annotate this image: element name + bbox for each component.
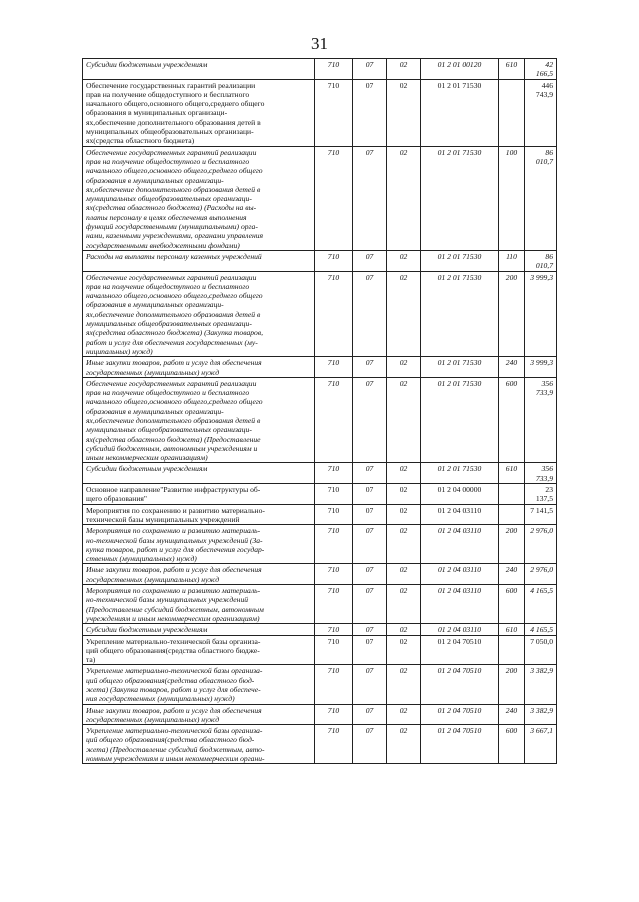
row-description: Обеспечение государственных гарантий реализации прав на получение общедоступного и бесплатного начального общего,основного общего,среднего общего образования в муниципальных организаци- ях,обеспечение дополнительного образования детей в муниципальных общеобразовательных организаци- ях(средства областного бюджета)	[83, 79, 315, 146]
row-description: Укрепление материально-технической базы организа- ций общего образования(средства областного бюдже- та)	[83, 635, 315, 665]
row-admin-code: 710	[315, 463, 353, 484]
row-admin-code: 710	[315, 79, 353, 146]
table-row	[83, 377, 557, 463]
row-amount: 86 010,7	[525, 250, 557, 271]
row-expense-type: 110	[499, 250, 525, 271]
row-amount: 3 667,1	[525, 725, 557, 764]
row-expense-type	[499, 484, 525, 505]
row-admin-code: 710	[315, 665, 353, 704]
row-description: Субсидии бюджетным учреждениям	[83, 59, 315, 80]
row-section-code: 07	[353, 377, 387, 463]
row-expense-type: 610	[499, 463, 525, 484]
table-row	[83, 357, 557, 378]
row-expense-type: 200	[499, 665, 525, 704]
row-admin-code: 710	[315, 484, 353, 505]
row-expense-type: 600	[499, 377, 525, 463]
row-target-article: 01 2 01 71530	[421, 377, 499, 463]
row-target-article: 01 2 04 70510	[421, 704, 499, 725]
row-amount: 7 050,0	[525, 635, 557, 665]
table-row	[83, 271, 557, 357]
row-target-article: 01 2 04 70510	[421, 635, 499, 665]
row-admin-code: 710	[315, 250, 353, 271]
table-row	[83, 79, 557, 146]
row-description: Мероприятия по сохранению и развитию материаль- но-технической базы муниципальных учреждений (Предоставление субсидий бюджетным, автономным учреждениям и иным некоммерческим организациям)	[83, 585, 315, 624]
row-description: Укрепление материально-технической базы организа- ций общего образования(средства областного бюд- жета) (Закупка товаров, работ и услуг для обеспече- ния государственных (муниципальных) нужд)	[83, 665, 315, 704]
row-subsection-code: 02	[387, 585, 421, 624]
row-amount: 356 733,9	[525, 377, 557, 463]
row-amount: 3 382,9	[525, 665, 557, 704]
row-amount: 86 010,7	[525, 146, 557, 250]
row-section-code: 07	[353, 725, 387, 764]
row-expense-type: 240	[499, 564, 525, 585]
row-description: Субсидии бюджетным учреждениям	[83, 463, 315, 484]
table-row	[83, 665, 557, 704]
row-amount: 4 165,5	[525, 624, 557, 635]
table-row	[83, 564, 557, 585]
row-section-code: 07	[353, 79, 387, 146]
row-target-article: 01 2 01 71530	[421, 463, 499, 484]
row-amount: 3 999,3	[525, 271, 557, 357]
table-row	[83, 59, 557, 80]
row-expense-type	[499, 79, 525, 146]
row-expense-type: 200	[499, 271, 525, 357]
table-row	[83, 525, 557, 564]
row-admin-code: 710	[315, 271, 353, 357]
row-expense-type: 240	[499, 357, 525, 378]
row-subsection-code: 02	[387, 484, 421, 505]
row-subsection-code: 02	[387, 624, 421, 635]
row-subsection-code: 02	[387, 271, 421, 357]
row-subsection-code: 02	[387, 463, 421, 484]
row-target-article: 01 2 01 00120	[421, 59, 499, 80]
row-description: Укрепление материально-технической базы организа- ций общего образования(средства областного бюд- жета) (Предоставление субсидий бюджетным, авто- номным учреждениям и иным некоммерческим органи-	[83, 725, 315, 764]
table-row	[83, 504, 557, 525]
row-amount: 446 743,9	[525, 79, 557, 146]
row-subsection-code: 02	[387, 704, 421, 725]
row-section-code: 07	[353, 665, 387, 704]
table-row	[83, 624, 557, 635]
row-admin-code: 710	[315, 59, 353, 80]
row-amount: 7 141,5	[525, 504, 557, 525]
table-row	[83, 484, 557, 505]
row-target-article: 01 2 01 71530	[421, 250, 499, 271]
row-subsection-code: 02	[387, 635, 421, 665]
row-section-code: 07	[353, 564, 387, 585]
row-description: Субсидии бюджетным учреждениям	[83, 624, 315, 635]
row-expense-type	[499, 635, 525, 665]
row-target-article: 01 2 04 03110	[421, 624, 499, 635]
row-description: Основное направление"Развитие инфраструктуры об- щего образования"	[83, 484, 315, 505]
row-target-article: 01 2 04 03110	[421, 504, 499, 525]
row-subsection-code: 02	[387, 564, 421, 585]
row-target-article: 01 2 04 03110	[421, 564, 499, 585]
row-description: Иные закупки товаров, работ и услуг для обеспечения государственных (муниципальных) нужд	[83, 357, 315, 378]
row-admin-code: 710	[315, 635, 353, 665]
table-body	[83, 59, 557, 764]
row-amount: 2 976,0	[525, 564, 557, 585]
row-subsection-code: 02	[387, 377, 421, 463]
row-section-code: 07	[353, 357, 387, 378]
row-section-code: 07	[353, 585, 387, 624]
row-subsection-code: 02	[387, 250, 421, 271]
row-subsection-code: 02	[387, 59, 421, 80]
row-expense-type: 610	[499, 59, 525, 80]
row-section-code: 07	[353, 704, 387, 725]
row-expense-type: 600	[499, 725, 525, 764]
row-admin-code: 710	[315, 525, 353, 564]
row-section-code: 07	[353, 624, 387, 635]
row-admin-code: 710	[315, 146, 353, 250]
budget-table	[82, 58, 557, 764]
row-target-article: 01 2 04 03110	[421, 585, 499, 624]
row-description: Мероприятия по сохранению и развитию материаль- но-технической базы муниципальных учреждений (За- купка товаров, работ и услуг для обеспечения государ- ственных (муниципальных) нужд)	[83, 525, 315, 564]
row-subsection-code: 02	[387, 146, 421, 250]
row-description: Иные закупки товаров, работ и услуг для обеспечения государственных (муниципальных) нужд	[83, 704, 315, 725]
row-target-article: 01 2 04 00000	[421, 484, 499, 505]
row-amount: 356 733,9	[525, 463, 557, 484]
row-amount: 3 382,9	[525, 704, 557, 725]
row-section-code: 07	[353, 59, 387, 80]
row-amount: 42 166,5	[525, 59, 557, 80]
row-section-code: 07	[353, 635, 387, 665]
row-amount: 4 165,5	[525, 585, 557, 624]
row-section-code: 07	[353, 504, 387, 525]
row-subsection-code: 02	[387, 525, 421, 564]
row-admin-code: 710	[315, 504, 353, 525]
row-target-article: 01 2 04 03110	[421, 525, 499, 564]
row-expense-type: 100	[499, 146, 525, 250]
row-section-code: 07	[353, 463, 387, 484]
table-row	[83, 463, 557, 484]
table-row	[83, 585, 557, 624]
row-admin-code: 710	[315, 585, 353, 624]
row-expense-type: 200	[499, 525, 525, 564]
row-target-article: 01 2 01 71530	[421, 146, 499, 250]
row-description: Обеспечение государственных гарантий реализации прав на получение общедоступного и бесплатного начального общего,основного общего,среднего общего образования в муниципальных организаци- ях,обеспечение дополнительного образования детей в муниципальных общеобразовательных организаци- ях(средства областного бюджета) (Закупка товаров, работ и услуг для обеспечения государственных (му- ниципальных) нужд)	[83, 271, 315, 357]
row-expense-type	[499, 504, 525, 525]
row-admin-code: 710	[315, 377, 353, 463]
row-admin-code: 710	[315, 357, 353, 378]
row-target-article: 01 2 01 71530	[421, 79, 499, 146]
row-expense-type: 610	[499, 624, 525, 635]
row-section-code: 07	[353, 271, 387, 357]
row-description: Обеспечение государственных гарантий реализации прав на получение общедоступного и бесплатного начального общего,основного общего,среднего общего образования в муниципальных организаци- ях,обеспечение дополнительного образования детей в муниципальных общеобразовательных организаци- ях(средства областного бюджета) (Предоставление субсидий бюджетным, автономным учреждениям и иным некоммерческим организациям)	[83, 377, 315, 463]
row-description: Расходы на выплаты персоналу казенных учреждений	[83, 250, 315, 271]
row-admin-code: 710	[315, 704, 353, 725]
row-section-code: 07	[353, 250, 387, 271]
row-amount: 23 137,5	[525, 484, 557, 505]
row-amount: 3 999,3	[525, 357, 557, 378]
row-target-article: 01 2 01 71530	[421, 357, 499, 378]
row-subsection-code: 02	[387, 665, 421, 704]
row-description: Обеспечение государственных гарантий реализации прав на получение общедоступного и бесплатного начального общего,основного общего,среднего общего образования в муниципальных организаци- ях,обеспечение дополнительного образования детей в муниципальных общеобразовательных организаци- ях(средства областного бюджета) (Расходы на вы- платы персоналу в целях обеспечения выполнения функций государственными (муниципальными) орга- нами, казенными учреждениями, органами управления государственными внебюджетными фондами)	[83, 146, 315, 250]
row-subsection-code: 02	[387, 504, 421, 525]
row-description: Мероприятия по сохранению и развитию материально- технической базы муниципальных учреждений	[83, 504, 315, 525]
row-section-code: 07	[353, 525, 387, 564]
row-expense-type: 600	[499, 585, 525, 624]
row-admin-code: 710	[315, 624, 353, 635]
row-admin-code: 710	[315, 564, 353, 585]
row-description: Иные закупки товаров, работ и услуг для обеспечения государственных (муниципальных) нужд	[83, 564, 315, 585]
row-expense-type: 240	[499, 704, 525, 725]
table-row	[83, 635, 557, 665]
row-subsection-code: 02	[387, 357, 421, 378]
table-row	[83, 704, 557, 725]
row-section-code: 07	[353, 484, 387, 505]
row-admin-code: 710	[315, 725, 353, 764]
row-subsection-code: 02	[387, 725, 421, 764]
row-amount: 2 976,0	[525, 525, 557, 564]
row-target-article: 01 2 04 70510	[421, 665, 499, 704]
page-number: 31	[311, 34, 328, 53]
row-subsection-code: 02	[387, 79, 421, 146]
row-target-article: 01 2 04 70510	[421, 725, 499, 764]
table-row	[83, 725, 557, 764]
table-row	[83, 146, 557, 250]
row-target-article: 01 2 01 71530	[421, 271, 499, 357]
table-row	[83, 250, 557, 271]
row-section-code: 07	[353, 146, 387, 250]
